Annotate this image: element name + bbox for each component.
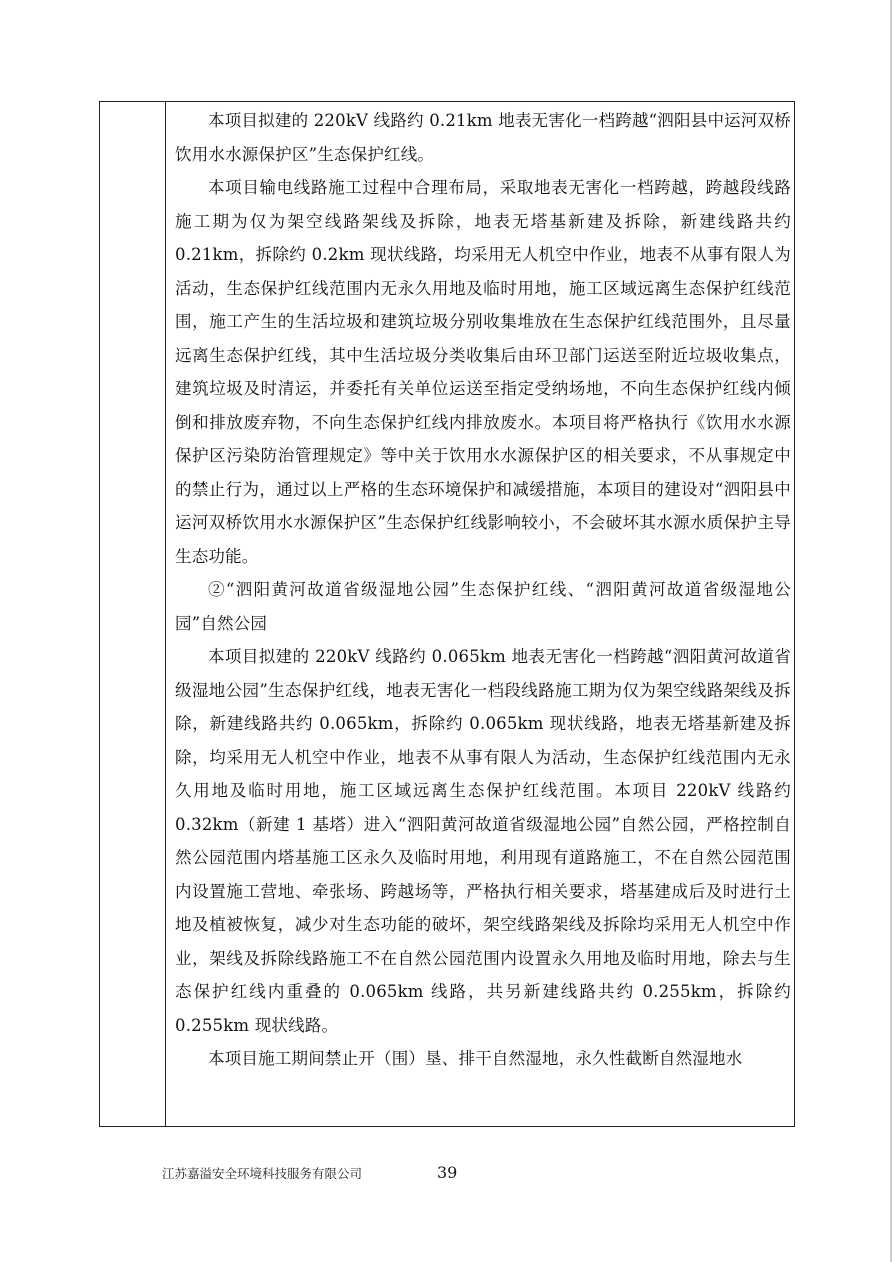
content-table — [99, 101, 795, 1127]
paragraph-4: 本项目拟建的 220kV 线路约 0.065km 地表无害化一档跨越“泗阳黄河故道省级湿地公园”生态保护红线，地表无害化一档段线路施工期为仅为架空线路架线及拆除，新建线路共约 0.065km，拆除约 0.065km 现状线路，地表无塔基新建及拆除，均采用无人机空中作业，地表不从事有限人为活动，生态保护红线范围内无永久用地及临时用地，施工区域远离生态保护红线范围。本项目 220kV 线路约 0.32km（新建 1 基塔）进入“泗阳黄河故道省级湿地公园”自然公园，严格控制自然公园范围内塔基施工区永久及临时用地，利用现有道路施工，不在自然公园范围内设置施工营地、牵张场、跨越场等，严格执行相关要求，塔基建成后及时进行土地及植被恢复，减少对生态功能的破坏，架空线路架线及拆除均采用无人机空中作业，架线及拆除线路施工不在自然公园范围内设置永久用地及临时用地，除去与生态保护红线内重叠的 0.065km 线路，共另新建线路共约 0.255km，拆除约 0.255km 现状线路。 — [175, 647, 791, 1035]
paragraph-3-heading: ②“泗阳黄河故道省级湿地公园”生态保护红线、“泗阳黄河故道省级湿地公园”自然公园 — [175, 580, 791, 633]
table-content-cell — [175, 104, 791, 1076]
footer-company-name: 江苏嘉溢安全环境科技服务有限公司 — [162, 1166, 363, 1181]
paragraph-5: 本项目施工期间禁止开（围）垦、排干自然湿地，永久性截断自然湿地水 — [208, 1049, 743, 1068]
column-divider — [165, 102, 166, 1126]
paragraph-1: 本项目拟建的 220kV 线路约 0.21km 地表无害化一档跨越“泗阳县中运河双桥饮用水水源保护区”生态保护红线。 — [175, 111, 791, 164]
paragraph-2: 本项目输电线路施工过程中合理布局，采取地表无害化一档跨越，跨越段线路施工期为仅为架空线路架线及拆除，地表无塔基新建及拆除，新建线路共约 0.21km，拆除约 0.2km 现状线路，均采用无人机空中作业，地表不从事有限人为活动，生态保护红线范围内无永久用地及临时用地，施工区域远离生态保护红线范围，施工产生的生活垃圾和建筑垃圾分别收集堆放在生态保护红线范围外，且尽量远离生态保护红线，其中生活垃圾分类收集后由环卫部门运送至附近垃圾收集点，建筑垃圾及时清运，并委托有关单位运送至指定受纳场地，不向生态保护红线内倾倒和排放废弃物，不向生态保护红线内排放废水。本项目将严格执行《饮用水水源保护区污染防治管理规定》等中关于饮用水水源保护区的相关要求，不从事规定中的禁止行为，通过以上严格的生态环境保护和减缓措施，本项目的建设对“泗阳县中运河双桥饮用水水源保护区”生态保护红线影响较小，不会破坏其水源水质保护主导生态功能。 — [175, 178, 791, 566]
page-number: 39 — [437, 1163, 458, 1182]
